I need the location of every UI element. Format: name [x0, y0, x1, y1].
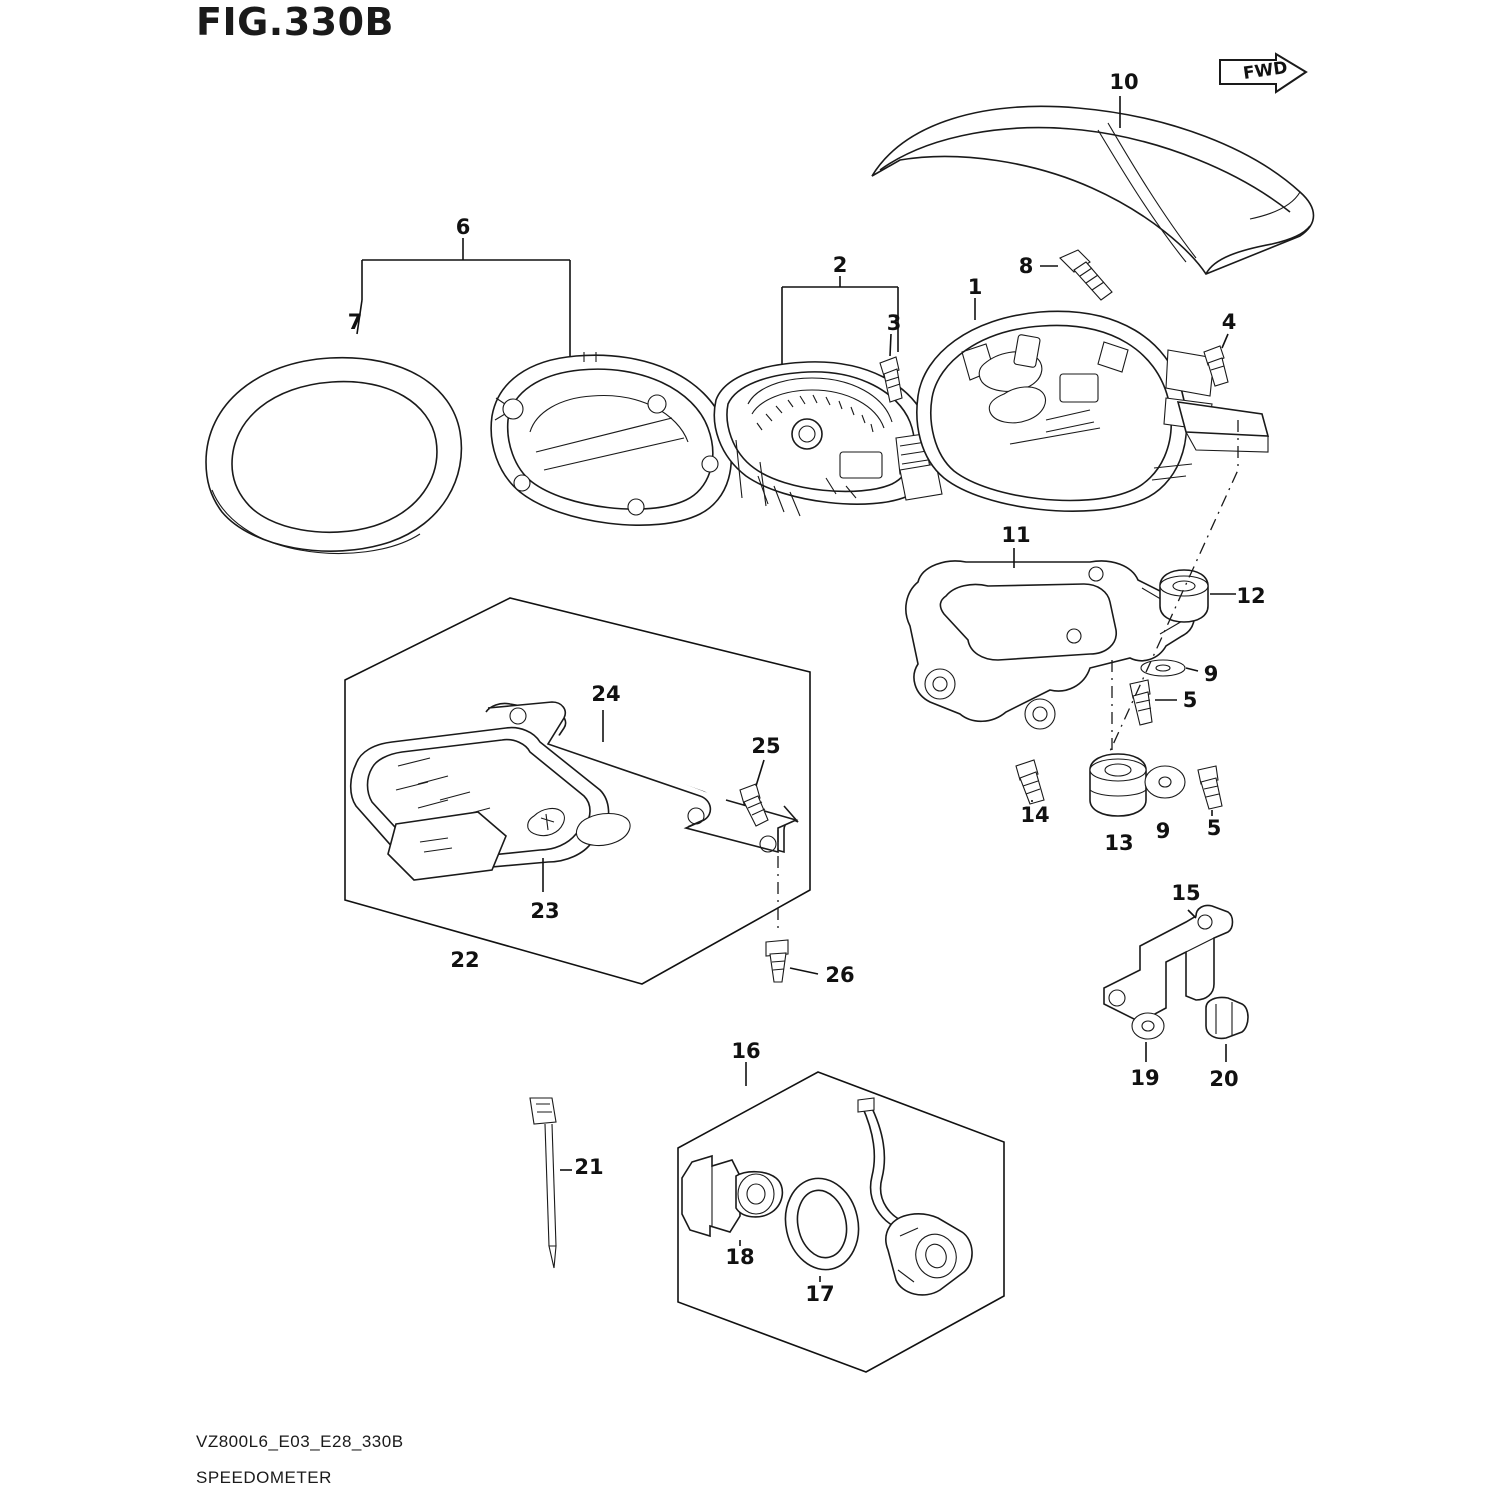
callout-19: 19 [1130, 1066, 1160, 1090]
callout-9-upper: 9 [1203, 662, 1219, 686]
part-19-grommet [1132, 1013, 1164, 1039]
callout-14: 14 [1020, 803, 1050, 827]
part-8-screw [1060, 250, 1112, 300]
part-10-meter-visor [872, 106, 1314, 274]
callout-24: 24 [591, 682, 621, 706]
callout-23: 23 [530, 899, 560, 923]
callout-26: 26 [825, 963, 855, 987]
svg-text:FWD: FWD [1241, 57, 1289, 84]
part-11-meter-stay [906, 561, 1194, 729]
callout-1: 1 [967, 275, 983, 299]
callout-13: 13 [1104, 831, 1134, 855]
part-12-grommet [1160, 570, 1208, 622]
part-7-cushion [206, 358, 461, 554]
callout-9-lower: 9 [1155, 819, 1171, 843]
callout-20: 20 [1209, 1067, 1239, 1091]
part-20-clamp [1206, 997, 1248, 1038]
callout-11: 11 [1001, 523, 1031, 547]
part-6-meter-case [491, 352, 731, 525]
callout-2: 2 [832, 253, 848, 277]
callout-17: 17 [805, 1282, 835, 1306]
callout-16: 16 [731, 1039, 761, 1063]
part-17-oring [777, 1172, 867, 1277]
callout-3: 3 [886, 311, 902, 335]
callout-4: 4 [1221, 310, 1237, 334]
part-16-speed-sensor [858, 1098, 972, 1295]
page-title: FIG.330B [196, 0, 395, 44]
callout-10: 10 [1109, 70, 1139, 94]
callout-12: 12 [1236, 584, 1266, 608]
callout-5-upper: 5 [1182, 688, 1198, 712]
callout-5-lower: 5 [1206, 816, 1222, 840]
callout-15: 15 [1171, 881, 1201, 905]
callout-8: 8 [1018, 254, 1034, 278]
part-26-screw [766, 940, 788, 982]
callout-25: 25 [751, 734, 781, 758]
part-13-cushion [1090, 754, 1146, 816]
part-1-speedometer-assembly [917, 311, 1268, 511]
callout-6: 6 [455, 215, 471, 239]
callout-21: 21 [574, 1155, 604, 1179]
part-9-washer-lower [1145, 766, 1185, 798]
part-14-screw [1016, 760, 1044, 804]
callout-18: 18 [725, 1245, 755, 1269]
callout-7: 7 [347, 310, 363, 334]
part-18-sensor [682, 1156, 782, 1236]
figure-name: SPEEDOMETER [196, 1468, 332, 1487]
part-5-screw-upper [1130, 680, 1152, 725]
part-5-screw-lower [1198, 766, 1222, 809]
part-2-meter-dial [714, 362, 942, 516]
figure-code: VZ800L6_E03_E28_330B [196, 1432, 404, 1451]
callout-22: 22 [450, 948, 480, 972]
part-21-cable-tie [530, 1098, 556, 1268]
